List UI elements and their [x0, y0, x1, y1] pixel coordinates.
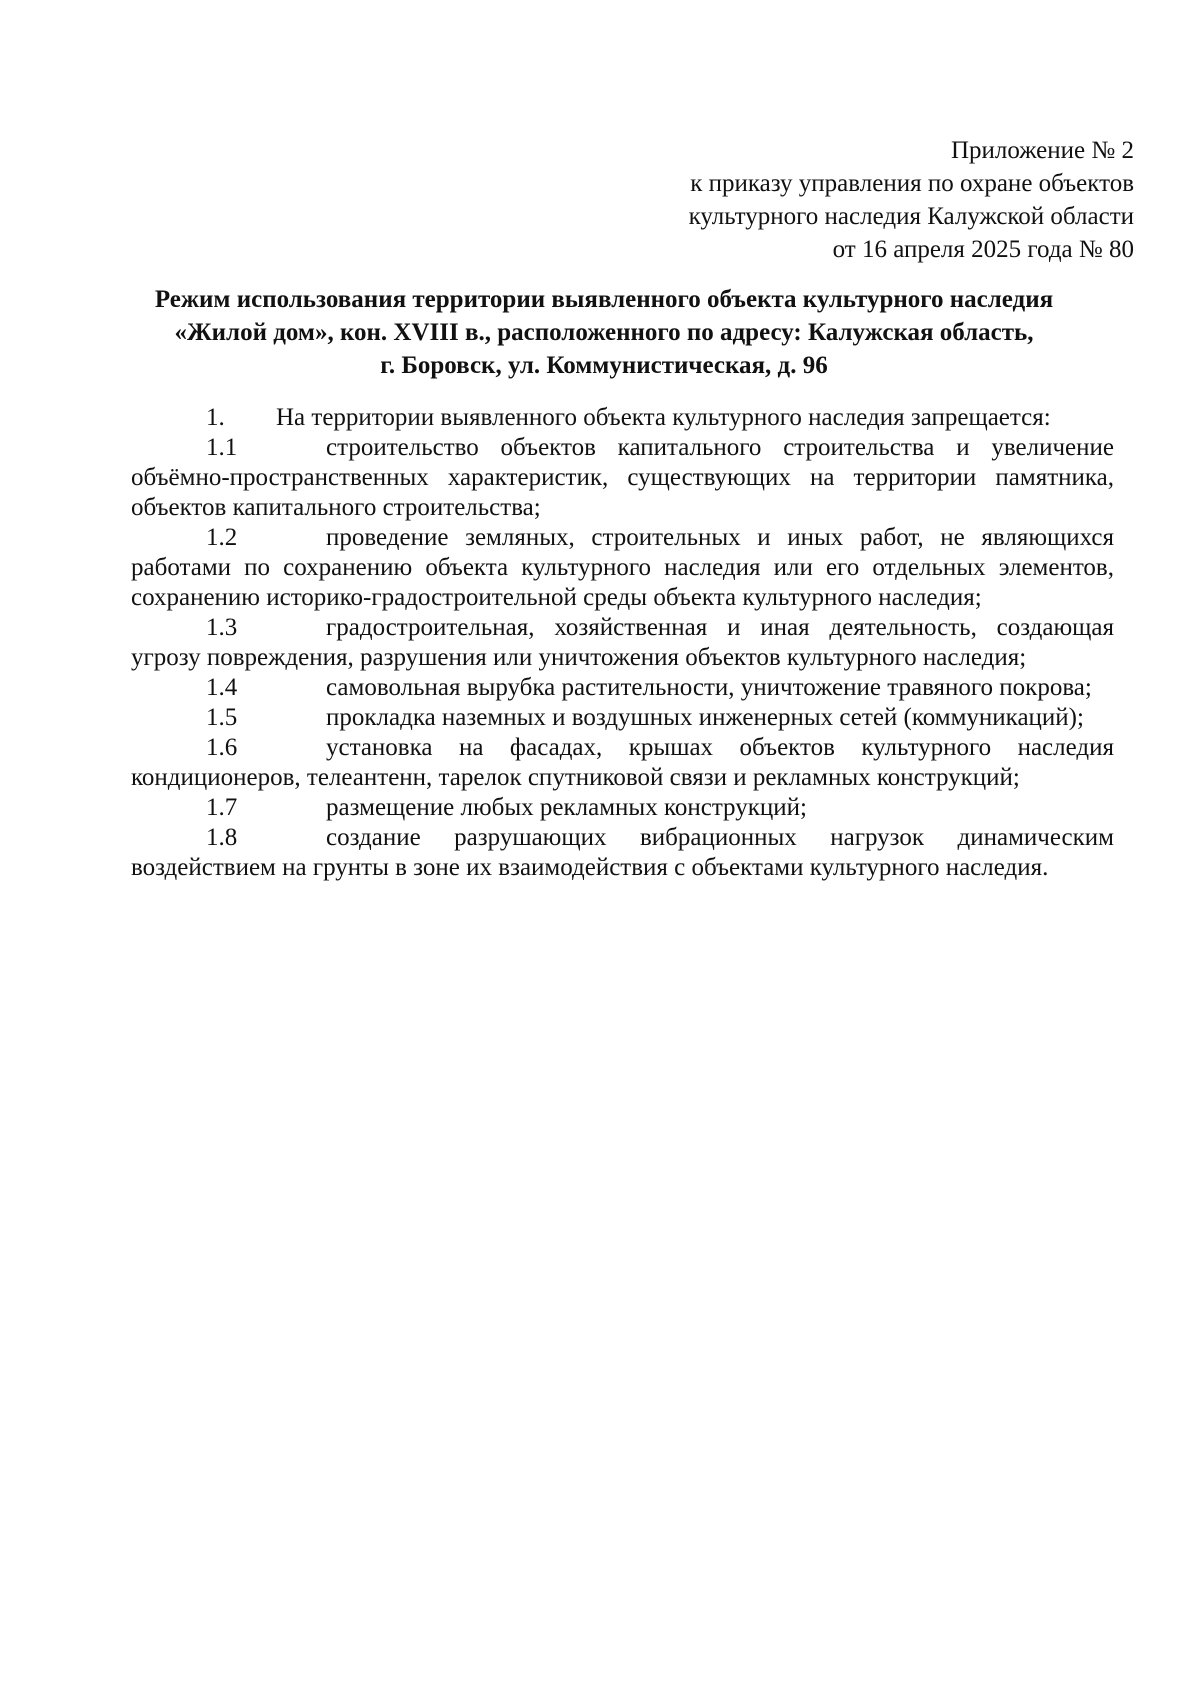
item-text: градостроительная, хозяйственная и иная деятельность, создающая угрозу повреждения, разрушения или уничтожения объектов культурного наследия; [131, 614, 1114, 671]
list-item [131, 433, 1114, 523]
title-line-3: г. Боровск, ул. Коммунистическая, д. 96 [380, 352, 828, 379]
appendix-number: Приложение № 2 [950, 137, 1134, 164]
item-number: 1.3 [206, 614, 238, 641]
list-item [131, 703, 1114, 733]
item-text: создание разрушающих вибрационных нагрузок динамическим воздействием на грунты в зоне их взаимодействия с объектами культурного наследия. [131, 824, 1114, 881]
item-number: 1.1 [206, 434, 238, 461]
order-reference: к приказу управления по охране объектов [690, 170, 1134, 197]
intro-paragraph [131, 403, 1114, 433]
document-body [131, 403, 1114, 883]
item-number: 1.6 [206, 734, 238, 761]
document-title [120, 283, 1088, 382]
list-item [131, 823, 1114, 883]
item-number: 1.7 [206, 794, 238, 821]
item-number: 1.2 [206, 524, 238, 551]
item-text: строительство объектов капитального строительства и увеличение объёмно-пространственных характеристик, существующих на территории памятника, объектов капитального строительства; [131, 434, 1114, 521]
item-text: установка на фасадах, крышах объектов культурного наследия кондиционеров, телеантенн, тарелок спутниковой связи и рекламных конструкций; [131, 734, 1114, 791]
item-text: размещение любых рекламных конструкций; [326, 794, 807, 821]
list-item [131, 733, 1114, 793]
list-item [131, 673, 1114, 703]
list-item [131, 613, 1114, 673]
title-line-1: Режим использования территории выявленного объекта культурного наследия [154, 286, 1054, 313]
item-number: 1.5 [206, 704, 238, 731]
appendix-header [689, 134, 1134, 266]
item-text: прокладка наземных и воздушных инженерных сетей (коммуникаций); [326, 704, 1084, 731]
intro-number: 1. [206, 404, 225, 431]
item-text: проведение земляных, строительных и иных работ, не являющихся работами по сохранению объекта культурного наследия или его отдельных элементов, сохранению историко-градостроительной среды объекта культурного наследия; [131, 524, 1114, 611]
list-item [131, 793, 1114, 823]
order-date: от 16 апреля 2025 года № 80 [832, 236, 1134, 263]
item-text: самовольная вырубка растительности, уничтожение травяного покрова; [326, 674, 1092, 701]
item-number: 1.4 [206, 674, 238, 701]
list-item [131, 523, 1114, 613]
item-number: 1.8 [206, 824, 238, 851]
intro-text: На территории выявленного объекта культурного наследия запрещается: [276, 404, 1051, 431]
order-authority: культурного наследия Калужской области [688, 203, 1134, 230]
title-line-2: «Жилой дом», кон. XVIII в., расположенного по адресу: Калужская область, [174, 319, 1034, 346]
